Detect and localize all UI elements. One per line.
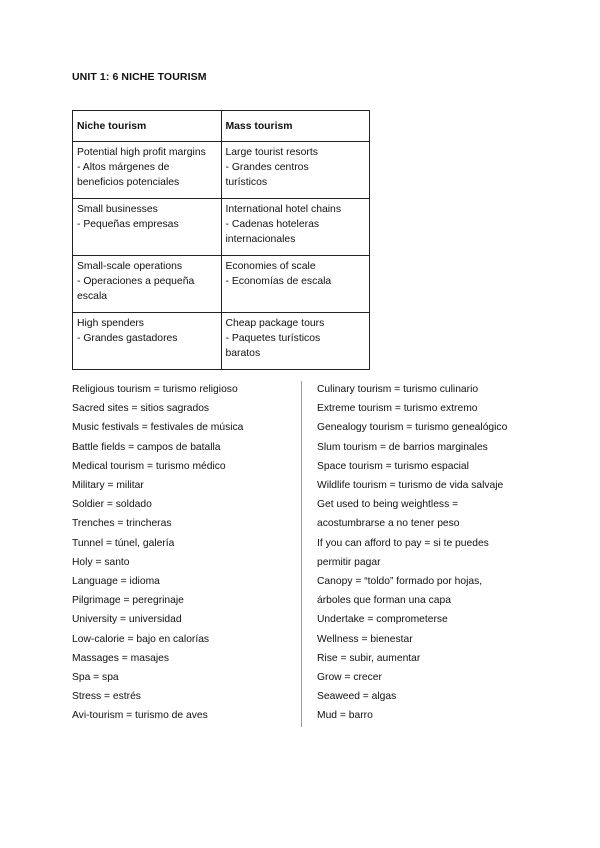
column-divider xyxy=(301,381,302,727)
vocab-item: Medical tourism = turismo médico xyxy=(72,460,226,472)
vocab-item: Pilgrimage = peregrinaje xyxy=(72,595,184,607)
cell-text: Small-scale operations xyxy=(77,261,183,272)
vocab-item: Sacred sites = sitios sagrados xyxy=(72,403,210,415)
niche-cell xyxy=(73,142,222,199)
vocab-item: Religious tourism = turismo religioso xyxy=(72,384,238,395)
mass-cell xyxy=(221,199,370,256)
vocab-item: Undertake = comprometerse xyxy=(317,614,448,626)
vocab-item: Language = idioma xyxy=(72,576,160,588)
vocab-item: Mud = barro xyxy=(317,710,373,722)
cell-text: - Paquetes turísticos xyxy=(225,333,321,344)
vocab-item: Trenches = trincheras xyxy=(72,518,172,530)
niche-cell xyxy=(73,256,222,313)
cell-text: - Altos márgenes de xyxy=(77,162,170,173)
vocab-item: acostumbrarse a no tener peso xyxy=(317,518,460,530)
vocab-item: Extreme tourism = turismo extremo xyxy=(317,403,478,415)
header-mass-tourism: Mass tourism xyxy=(221,111,370,142)
cell-text: - Economías de escala xyxy=(225,276,332,287)
page-title: UNIT 1: 6 NICHE TOURISM xyxy=(72,71,207,83)
vocab-item: Low-calorie = bajo en calorías xyxy=(72,633,210,645)
vocab-list-left xyxy=(72,380,292,726)
vocab-item: árboles que forman una capa xyxy=(317,595,451,607)
cell-text: International hotel chains xyxy=(225,204,342,215)
vocab-item: Holy = santo xyxy=(72,556,130,568)
mass-cell xyxy=(221,256,370,313)
vocab-item: Spa = spa xyxy=(72,672,119,684)
vocab-item: Get used to being weightless = xyxy=(317,499,459,511)
vocab-item: Massages = masajes xyxy=(72,652,170,664)
vocab-item: Rise = subir, aumentar xyxy=(317,652,421,664)
vocab-list-right xyxy=(317,380,547,726)
mass-cell xyxy=(221,313,370,370)
table-header-row xyxy=(73,111,370,142)
table-row xyxy=(73,256,370,313)
vocab-item: Canopy = “toldo” formado por hojas, xyxy=(317,576,483,588)
vocab-item: Wellness = bienestar xyxy=(317,633,413,645)
table-row xyxy=(73,142,370,199)
cell-text: baratos xyxy=(225,348,261,359)
niche-cell xyxy=(73,199,222,256)
vocab-item: Culinary tourism = turismo culinario xyxy=(317,384,479,395)
cell-text: escala xyxy=(77,291,108,302)
cell-text: internacionales xyxy=(225,234,296,245)
vocab-item: Genealogy tourism = turismo genealógico xyxy=(317,422,508,434)
vocab-item: Slum tourism = de barrios marginales xyxy=(317,441,488,453)
cell-text: turísticos xyxy=(225,177,268,188)
vocab-item: Music festivals = festivales de música xyxy=(72,422,244,434)
cell-text: Potential high profit margins xyxy=(77,147,206,158)
vocab-item: permitir pagar xyxy=(317,556,381,568)
vocab-item: Soldier = soldado xyxy=(72,499,152,511)
vocab-item: Stress = estrés xyxy=(72,691,141,703)
header-niche-tourism: Niche tourism xyxy=(73,111,222,142)
vocab-item: If you can afford to pay = si te puedes xyxy=(317,537,489,549)
cell-text: Small businesses xyxy=(77,204,158,215)
cell-text: Large tourist resorts xyxy=(225,147,318,158)
vocab-item: Wildlife tourism = turismo de vida salvaje xyxy=(317,480,504,492)
table-row xyxy=(73,199,370,256)
vocab-item: Seaweed = algas xyxy=(317,691,397,703)
cell-text: - Grandes centros xyxy=(225,162,309,173)
cell-text: Cheap package tours xyxy=(225,318,325,329)
cell-text: High spenders xyxy=(77,318,145,329)
vocab-item: University = universidad xyxy=(72,614,182,626)
cell-text: - Cadenas hoteleras xyxy=(225,219,320,230)
comparison-table xyxy=(72,110,370,370)
cell-text: - Grandes gastadores xyxy=(77,333,178,344)
vocab-item: Grow = crecer xyxy=(317,672,382,684)
vocab-item: Tunnel = túnel, galería xyxy=(72,537,175,549)
mass-cell xyxy=(221,142,370,199)
cell-text: beneficios potenciales xyxy=(77,177,180,188)
vocab-item: Avi-tourism = turismo de aves xyxy=(72,710,208,722)
table-row xyxy=(73,313,370,370)
cell-text: - Pequeñas empresas xyxy=(77,219,179,230)
cell-text: - Operaciones a pequeña xyxy=(77,276,195,287)
cell-text: Economies of scale xyxy=(225,261,316,272)
vocab-item: Battle fields = campos de batalla xyxy=(72,441,221,453)
vocab-item: Space tourism = turismo espacial xyxy=(317,460,469,472)
niche-cell xyxy=(73,313,222,370)
vocab-item: Military = militar xyxy=(72,480,144,492)
